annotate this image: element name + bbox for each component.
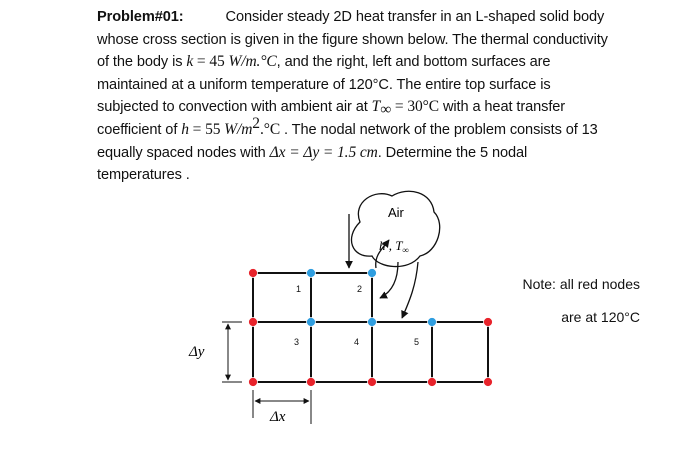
arrow-4	[402, 262, 418, 318]
math-T: T	[371, 98, 381, 116]
node-red	[484, 378, 493, 387]
node-red	[249, 378, 258, 387]
node-blue	[307, 318, 316, 327]
problem-text: equally spaced nodes with	[97, 144, 270, 161]
node-red	[368, 378, 377, 387]
node-red	[428, 378, 437, 387]
problem-text: maintained at a uniform temperature of 120°C. The entire top surface is	[97, 76, 551, 93]
node-blue	[428, 318, 437, 327]
air-label: Air	[388, 205, 404, 220]
math-T-value: = 30°C	[391, 98, 439, 116]
problem-text: temperatures .	[97, 167, 190, 184]
math-h-exp: 2	[252, 114, 260, 132]
math-k-unit: W/m.°C	[228, 53, 277, 71]
h-tinf-label: h , $T_\infty$	[379, 238, 409, 255]
node-red	[484, 318, 493, 327]
math-k-value: = 45	[193, 53, 229, 71]
node-blue	[368, 318, 377, 327]
node-blue	[368, 269, 377, 278]
problem-text: coefficient of	[97, 121, 182, 138]
node-label-1: 1	[296, 284, 302, 294]
arrow-3	[380, 262, 398, 298]
math-k: k	[186, 53, 194, 71]
math-T-sub: ∞	[380, 101, 392, 119]
nodes	[249, 269, 493, 387]
dy-label: Δy	[189, 344, 205, 360]
air-cloud-shape	[351, 191, 439, 266]
node-red	[249, 269, 258, 278]
problem-text: whose cross section is given in the figure shown below. The thermal conductivity	[97, 31, 608, 48]
node-label-2: 2	[357, 284, 363, 294]
note	[500, 268, 640, 334]
math-cm: cm	[359, 143, 378, 161]
dx-label: Δx	[270, 409, 286, 425]
problem-text: . Determine the 5 nodal	[377, 144, 528, 161]
math-h-value: = 55	[188, 120, 225, 138]
node-label-5: 5	[414, 337, 420, 347]
math-dx-dy: Δx = Δy = 1.5	[269, 143, 360, 161]
grid-lines	[253, 273, 488, 382]
problem-text: . The nodal network of the problem consists of 13	[280, 121, 598, 138]
problem-text: Consider steady 2D heat transfer in an L-shaped solid body	[225, 9, 605, 25]
node-blue	[307, 269, 316, 278]
math-h-unit: W/m	[224, 120, 253, 138]
problem-text: of the body is	[97, 54, 187, 71]
node-label-4: 4	[354, 337, 360, 347]
node-red	[307, 378, 316, 387]
problem-text: , and the right, left and bottom surfaces are	[276, 54, 551, 71]
problem-text: with a heat transfer	[438, 99, 566, 116]
node-label-3: 3	[294, 337, 300, 347]
note-line-2: are at 120°C	[561, 309, 640, 325]
note-line-1: Note: all red nodes	[522, 276, 640, 292]
math-h-unit2: .°C	[259, 120, 281, 138]
problem-label: Problem#01:	[97, 9, 184, 25]
math-h: h	[181, 120, 189, 138]
node-red	[249, 318, 258, 327]
problem-text: subjected to convection with ambient air at	[97, 99, 372, 116]
